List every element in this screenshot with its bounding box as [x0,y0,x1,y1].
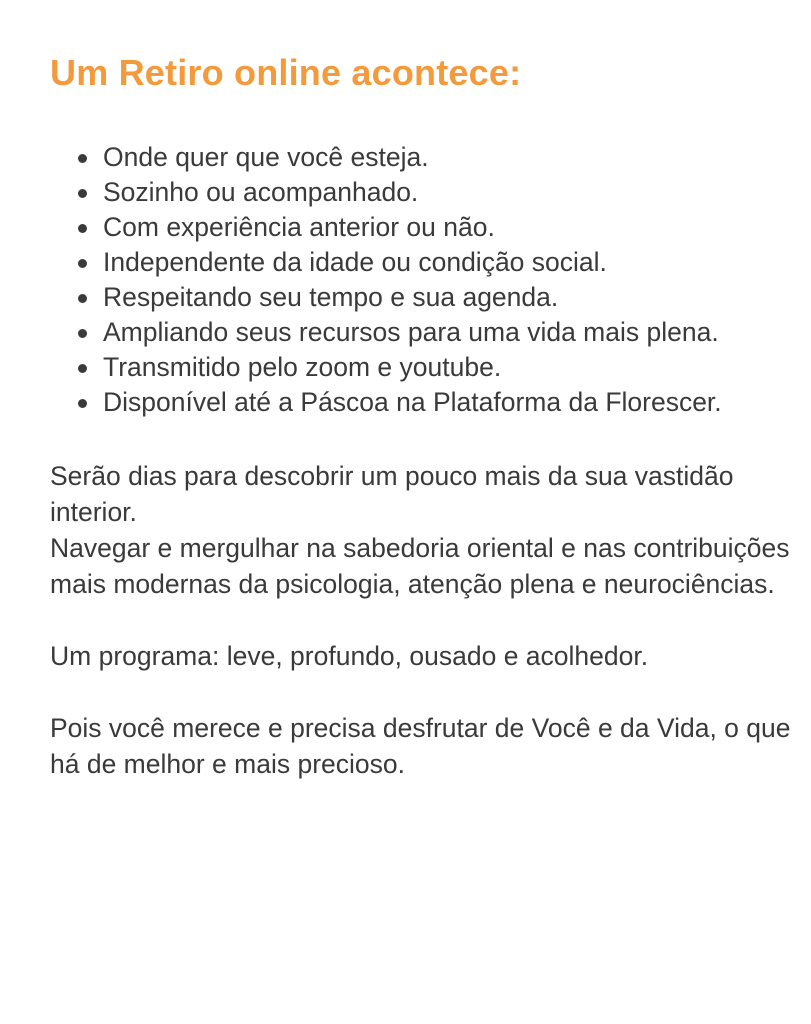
list-item [50,280,803,315]
bullet-dot-icon [78,329,87,338]
list-item-text: Sozinho ou acompanhado. [103,177,419,207]
list-item-text: Ampliando seus recursos para uma vida mais plena. [103,317,719,347]
list-item-text: Respeitando seu tempo e sua agenda. [103,282,559,312]
navigate-paragraph: Navegar e mergulhar na sabedoria oriental e nas contribuições mais modernas da psicologia, atenção plena e neurociências. [50,533,790,599]
list-item-text: Independente da idade ou condição social. [103,247,607,277]
list-item [50,245,803,280]
list-item-text: Com experiência anterior ou não. [103,212,495,242]
bullet-dot-icon [78,399,87,408]
content-column [50,50,810,782]
bullet-dot-icon [78,189,87,198]
list-item [50,350,803,385]
features-list [50,140,810,420]
list-item-text: Disponível até a Páscoa na Plataforma da Florescer. [103,387,722,417]
bullet-dot-icon [78,224,87,233]
list-item [50,175,803,210]
bullet-dot-icon [78,259,87,268]
intro-paragraph: Serão dias para descobrir um pouco mais da sua vastidão interior. [50,461,734,527]
program-paragraph: Um programa: leve, profundo, ousado e acolhedor. [50,641,649,671]
list-item-text: Transmitido pelo zoom e youtube. [103,352,502,382]
bullet-dot-icon [78,154,87,163]
bullet-dot-icon [78,294,87,303]
list-item [50,140,803,175]
list-item-text: Onde quer que você esteja. [103,142,429,172]
list-item [50,385,803,420]
page-title: Um Retiro online acontece: [50,52,522,93]
bullet-dot-icon [78,364,87,373]
list-item [50,210,803,245]
closing-paragraph: Pois você merece e precisa desfrutar de Você e da Vida, o que há de melhor e mais precioso. [50,713,791,779]
list-item [50,315,803,350]
